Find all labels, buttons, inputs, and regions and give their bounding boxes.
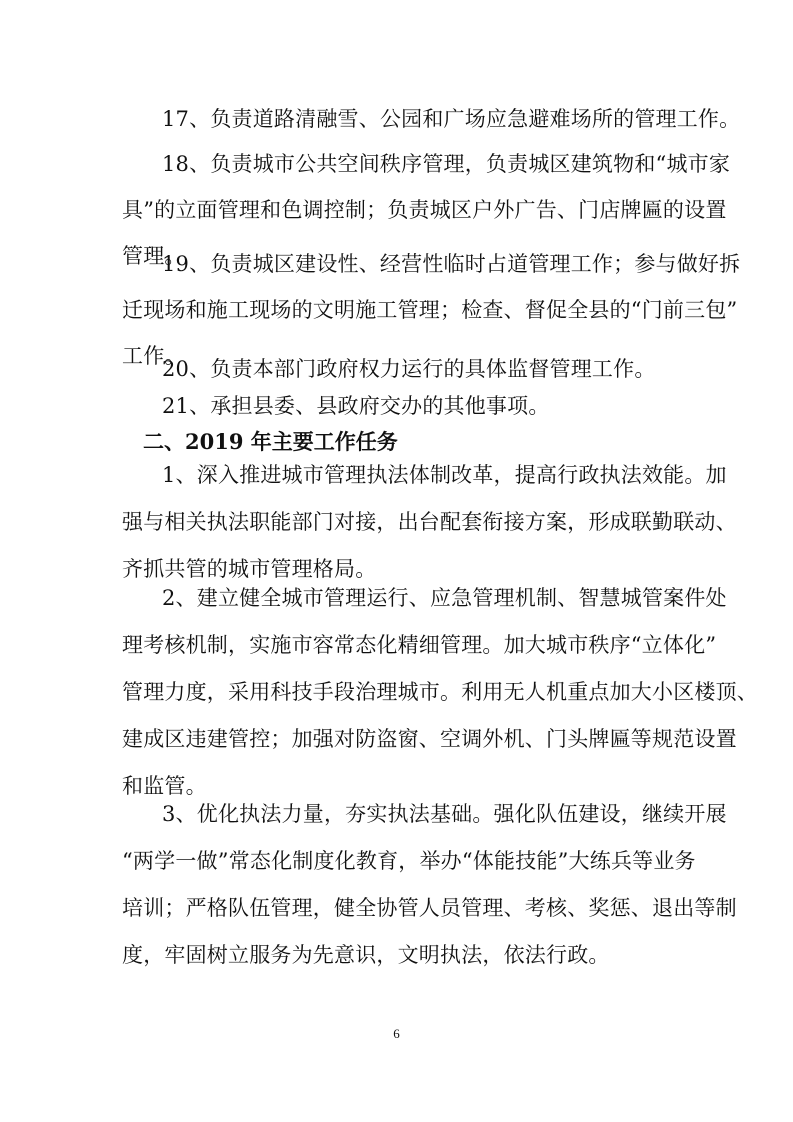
text-line: 1、深入推进城市管理执法体制改革，提高行政执法效能。加 — [162, 463, 727, 487]
text-line: 迁现场和施工现场的文明施工管理；检查、督促全县的“门前三包” — [122, 298, 738, 322]
paragraph-item-17 — [122, 96, 741, 142]
text-line: 19、负责城区建设性、经营性临时占道管理工作；参与做好拆 — [162, 252, 741, 276]
text-line: 3、优化执法力量，夯实执法基础。强化队伍建设，继续开展 — [162, 802, 727, 826]
text-line: 度，牢固树立服务为先意识，文明执法，依法行政。 — [122, 943, 610, 967]
paragraph-task-2 — [122, 575, 758, 810]
section-heading: 二、2019 年主要工作任务 — [143, 429, 398, 454]
text-line: 管理力度，采用科技手段治理城市。利用无人机重点加大小区楼顶、 — [122, 680, 758, 704]
text-line: 工作。 — [122, 344, 186, 368]
text-line: 强与相关执法职能部门对接，出台配套衔接方案，形成联勤联动、 — [122, 510, 737, 534]
text-line: 建成区违建管控；加强对防盗窗、空调外机、门头牌匾等规范设置 — [122, 727, 737, 751]
text-line: 理考核机制，实施市容常态化精细管理。加大城市秩序“立体化” — [122, 633, 717, 657]
text-line: 18、负责城市公共空间秩序管理，负责城区建筑物和“城市家 — [162, 152, 731, 176]
paragraph-task-1 — [122, 452, 737, 593]
text-line: 和监管。 — [122, 774, 207, 798]
text-line: 具”的立面管理和色调控制；负责城区户外广告、门店牌匾的设置 — [122, 198, 727, 222]
text-line: 17、负责道路清融雪、公园和广场应急避难场所的管理工作。 — [162, 107, 741, 131]
text-line: 2、建立健全城市管理运行、应急管理机制、智慧城管案件处 — [162, 586, 727, 610]
text-line: 20、负责本部门政府权力运行的具体监督管理工作。 — [162, 357, 656, 381]
text-line: “两学一做”常态化制度化教育，举办“体能技能”大练兵等业务 — [122, 849, 696, 873]
page-number: 6 — [393, 1026, 400, 1041]
text-line: 齐抓共管的城市管理格局。 — [122, 557, 377, 581]
text-line: 培训；严格队伍管理，健全协管人员管理、考核、奖惩、退出等制 — [122, 896, 737, 920]
text-line: 21、承担县委、县政府交办的其他事项。 — [162, 394, 550, 418]
text-line: 管理。 — [122, 244, 186, 268]
paragraph-task-3 — [122, 791, 737, 979]
